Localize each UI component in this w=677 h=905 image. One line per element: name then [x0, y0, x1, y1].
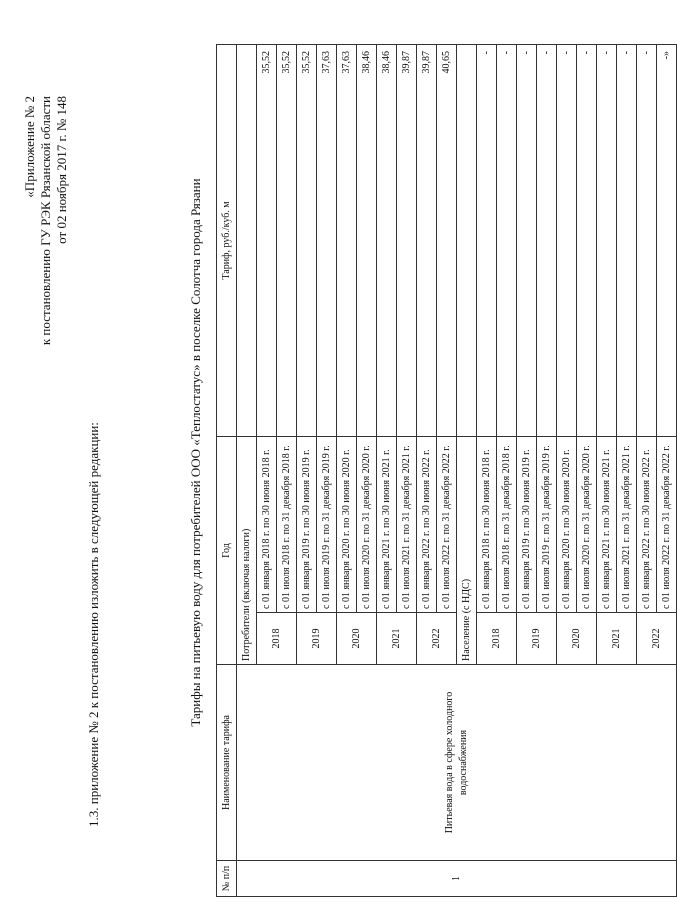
tariff-value: 38,46: [357, 44, 377, 436]
period-cell: с 01 января 2022 г. по 30 июня 2022 г.: [417, 436, 437, 612]
appendix-header: [22, 96, 70, 345]
period-cell: с 01 июля 2018 г. по 31 декабря 2018 г.: [277, 436, 297, 612]
appendix-line-3: от 02 ноября 2017 г. № 148: [54, 96, 69, 244]
tariff-value: -: [577, 44, 597, 436]
tariff-value: 40,65: [437, 44, 457, 436]
tariff-value: -: [517, 44, 537, 436]
year-cell: 2018: [257, 613, 297, 665]
tariff-value: -: [537, 44, 557, 436]
period-cell: с 01 июля 2018 г. по 31 декабря 2018 г.: [497, 436, 517, 612]
period-cell: с 01 января 2020 г. по 30 июня 2020 г.: [557, 436, 577, 612]
appendix-line-2: к постановлению ГУ РЭК Рязанской области: [38, 96, 53, 346]
year-cell: 2020: [337, 613, 377, 665]
header-number: № п/п: [217, 861, 237, 897]
tariff-value: 37,63: [317, 44, 337, 436]
document-title: Тарифы на питьевую воду для потребителей ООО «Теплостатус» в поселке Солотча города Рязани: [188, 178, 203, 727]
period-cell: с 01 июля 2019 г. по 31 декабря 2019 г.: [317, 436, 337, 612]
period-cell: с 01 июля 2020 г. по 31 декабря 2020 г.: [357, 436, 377, 612]
tariff-value: 38,46: [377, 44, 397, 436]
year-cell: 2021: [597, 613, 637, 665]
row-number: 1: [237, 861, 677, 897]
tariff-value: 35,52: [257, 44, 277, 436]
year-cell: 2022: [637, 613, 677, 665]
tariff-value: -: [597, 44, 617, 436]
period-cell: с 01 июля 2021 г. по 31 декабря 2021 г.: [397, 436, 417, 612]
period-cell: с 01 июля 2022 г. по 31 декабря 2022 г.: [437, 436, 457, 612]
tariff-value: -»: [657, 44, 677, 436]
empty-cell: [457, 44, 477, 436]
tariff-table: [216, 44, 677, 897]
tariff-value: 39,87: [397, 44, 417, 436]
period-cell: с 01 июля 2022 г. по 31 декабря 2022 г.: [657, 436, 677, 612]
table-row: [237, 44, 257, 896]
group-consumers: Потребители (включая налоги): [237, 436, 257, 664]
tariff-value: -: [557, 44, 577, 436]
period-cell: с 01 января 2020 г. по 30 июня 2020 г.: [337, 436, 357, 612]
tariff-value: -: [617, 44, 637, 436]
period-cell: с 01 января 2018 г. по 30 июня 2018 г.: [257, 436, 277, 612]
tariff-value: -: [477, 44, 497, 436]
tariff-value: 35,52: [297, 44, 317, 436]
period-cell: с 01 января 2021 г. по 30 июня 2021 г.: [377, 436, 397, 612]
header-tariff-name: Наименование тарифа: [217, 665, 237, 861]
period-cell: с 01 января 2021 г. по 30 июня 2021 г.: [597, 436, 617, 612]
tariff-value: -: [637, 44, 657, 436]
year-cell: 2021: [377, 613, 417, 665]
period-cell: с 01 июля 2019 г. по 31 декабря 2019 г.: [537, 436, 557, 612]
header-year: Год: [217, 436, 237, 664]
period-cell: с 01 июля 2021 г. по 31 декабря 2021 г.: [617, 436, 637, 612]
table-header-row: [217, 44, 237, 896]
period-cell: с 01 января 2019 г. по 30 июня 2019 г.: [297, 436, 317, 612]
period-cell: с 01 января 2019 г. по 30 июня 2019 г.: [517, 436, 537, 612]
period-cell: с 01 января 2022 г. по 30 июня 2022 г.: [637, 436, 657, 612]
tariff-value: 37,63: [337, 44, 357, 436]
tariff-value: 35,52: [277, 44, 297, 436]
year-cell: 2018: [477, 613, 517, 665]
year-cell: 2020: [557, 613, 597, 665]
empty-cell: [237, 44, 257, 436]
year-cell: 2019: [517, 613, 557, 665]
period-cell: с 01 января 2018 г. по 30 июня 2018 г.: [477, 436, 497, 612]
group-population: Население (с НДС): [457, 436, 477, 664]
period-cell: с 01 июля 2020 г. по 31 декабря 2020 г.: [577, 436, 597, 612]
year-cell: 2019: [297, 613, 337, 665]
tariff-value: -: [497, 44, 517, 436]
tariff-value: 39,87: [417, 44, 437, 436]
tariff-name: Питьевая вода в сфере холодного водоснабжения: [237, 665, 677, 861]
year-cell: 2022: [417, 613, 457, 665]
intro-text: 1.3. приложение № 2 к постановлению изложить в следующей редакции:: [86, 422, 101, 827]
appendix-line-1: «Приложение № 2: [22, 96, 37, 198]
header-tariff-value: Тариф, руб./куб. м: [217, 44, 237, 436]
